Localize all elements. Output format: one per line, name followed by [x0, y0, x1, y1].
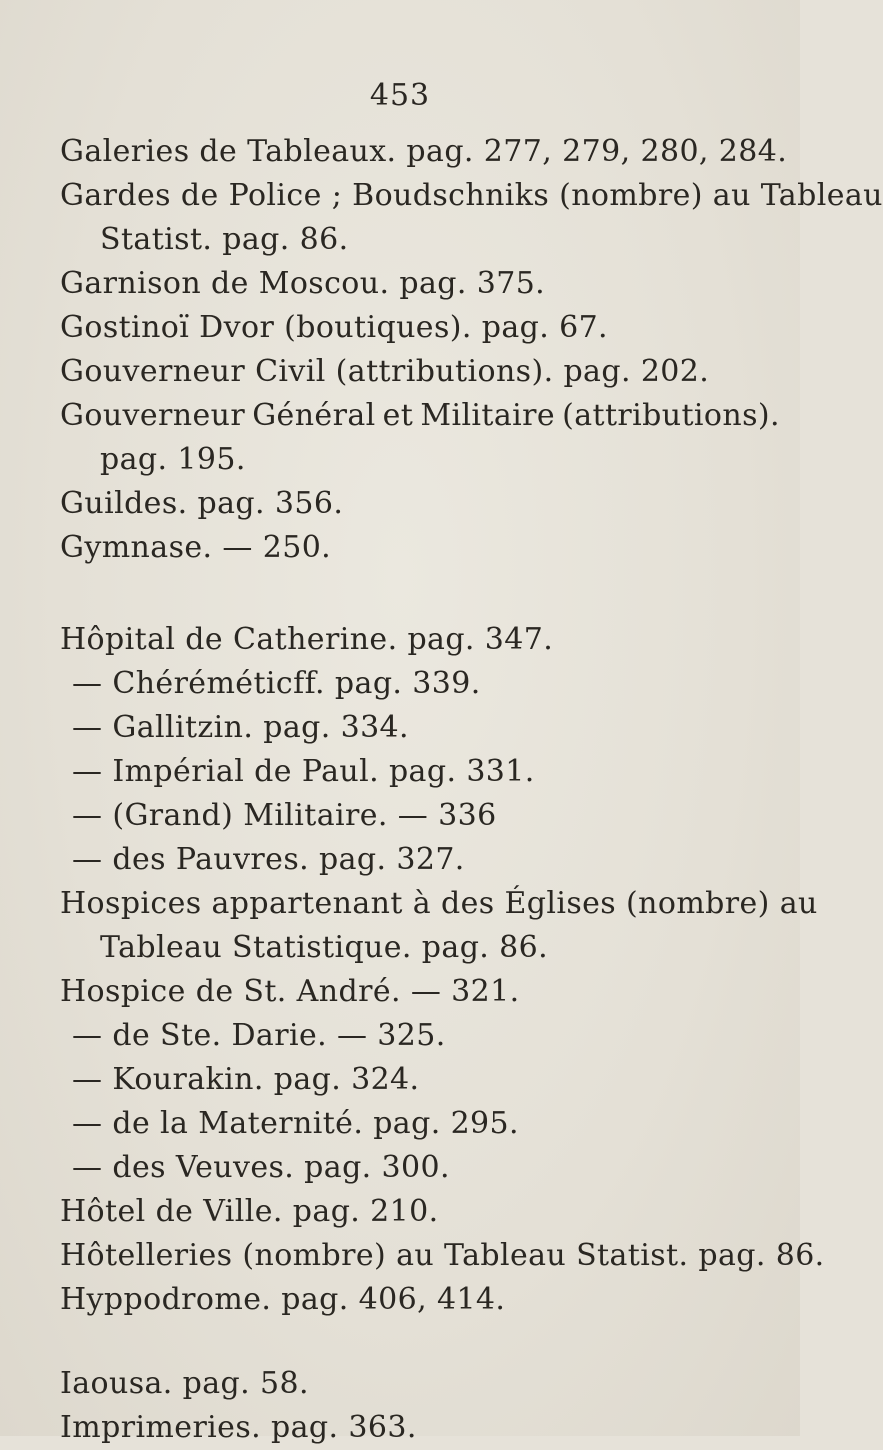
index-entry: Guildes. pag. 356. [60, 486, 344, 521]
index-entry: Hôpital de Catherine. pag. 347. [60, 622, 554, 657]
index-entry: Gouverneur Civil (attributions). pag. 202. [60, 354, 710, 389]
index-entry: Imprimeries. pag. 363. [60, 1410, 417, 1445]
word: Général [252, 398, 376, 433]
section-gap [60, 570, 780, 618]
index-entry: Iaousa. pag. 58. [60, 1366, 309, 1401]
index-entries [60, 130, 883, 1450]
index-entry: Hospices appartenant à des Églises (nombre) au [60, 886, 818, 921]
index-entry: Hôtel de Ville. pag. 210. [60, 1194, 439, 1229]
index-entry-continuation: Tableau Statistique. pag. 86. [100, 930, 549, 965]
index-entry-continuation: Statist. pag. 86. [100, 222, 349, 257]
index-entry: Hospice de St. André. — 321. [60, 974, 520, 1009]
word: (attributions). [562, 398, 780, 433]
index-entry: Gardes de Police ; Boudschniks (nombre) au Tableau [60, 178, 883, 213]
index-entry: Hyppodrome. pag. 406, 414. [60, 1282, 506, 1317]
index-subentry: — de la Maternité. pag. 295. [72, 1106, 519, 1141]
index-entry-continuation: pag. 195. [100, 442, 246, 477]
page-number: 453 [369, 78, 431, 113]
index-subentry: — Kourakin. pag. 324. [72, 1062, 420, 1097]
index-subentry: — des Veuves. pag. 300. [72, 1150, 450, 1185]
index-entry [60, 394, 780, 438]
index-entry: Gostinoï Dvor (boutiques). pag. 67. [60, 310, 608, 345]
index-entry: Garnison de Moscou. pag. 375. [60, 266, 546, 301]
index-entry: Gymnase. — 250. [60, 530, 332, 565]
index-subentry: — (Grand) Militaire. — 336 [72, 798, 497, 833]
section-gap [60, 1322, 780, 1362]
index-subentry: — Chéréméticff. pag. 339. [72, 666, 481, 701]
index-subentry: — Impérial de Paul. pag. 331. [72, 754, 535, 789]
word: Gouverneur [60, 398, 246, 433]
index-subentry: — de Ste. Darie. — 325. [72, 1018, 446, 1053]
index-entry: Galeries de Tableaux. pag. 277, 279, 280, 284. [60, 134, 788, 169]
word: et [382, 398, 414, 433]
index-subentry: — Gallitzin. pag. 334. [72, 710, 409, 745]
word: Militaire [420, 398, 556, 433]
index-entry: Hôtelleries (nombre) au Tableau Statist. pag. 86. [60, 1238, 825, 1273]
index-subentry: — des Pauvres. pag. 327. [72, 842, 465, 877]
